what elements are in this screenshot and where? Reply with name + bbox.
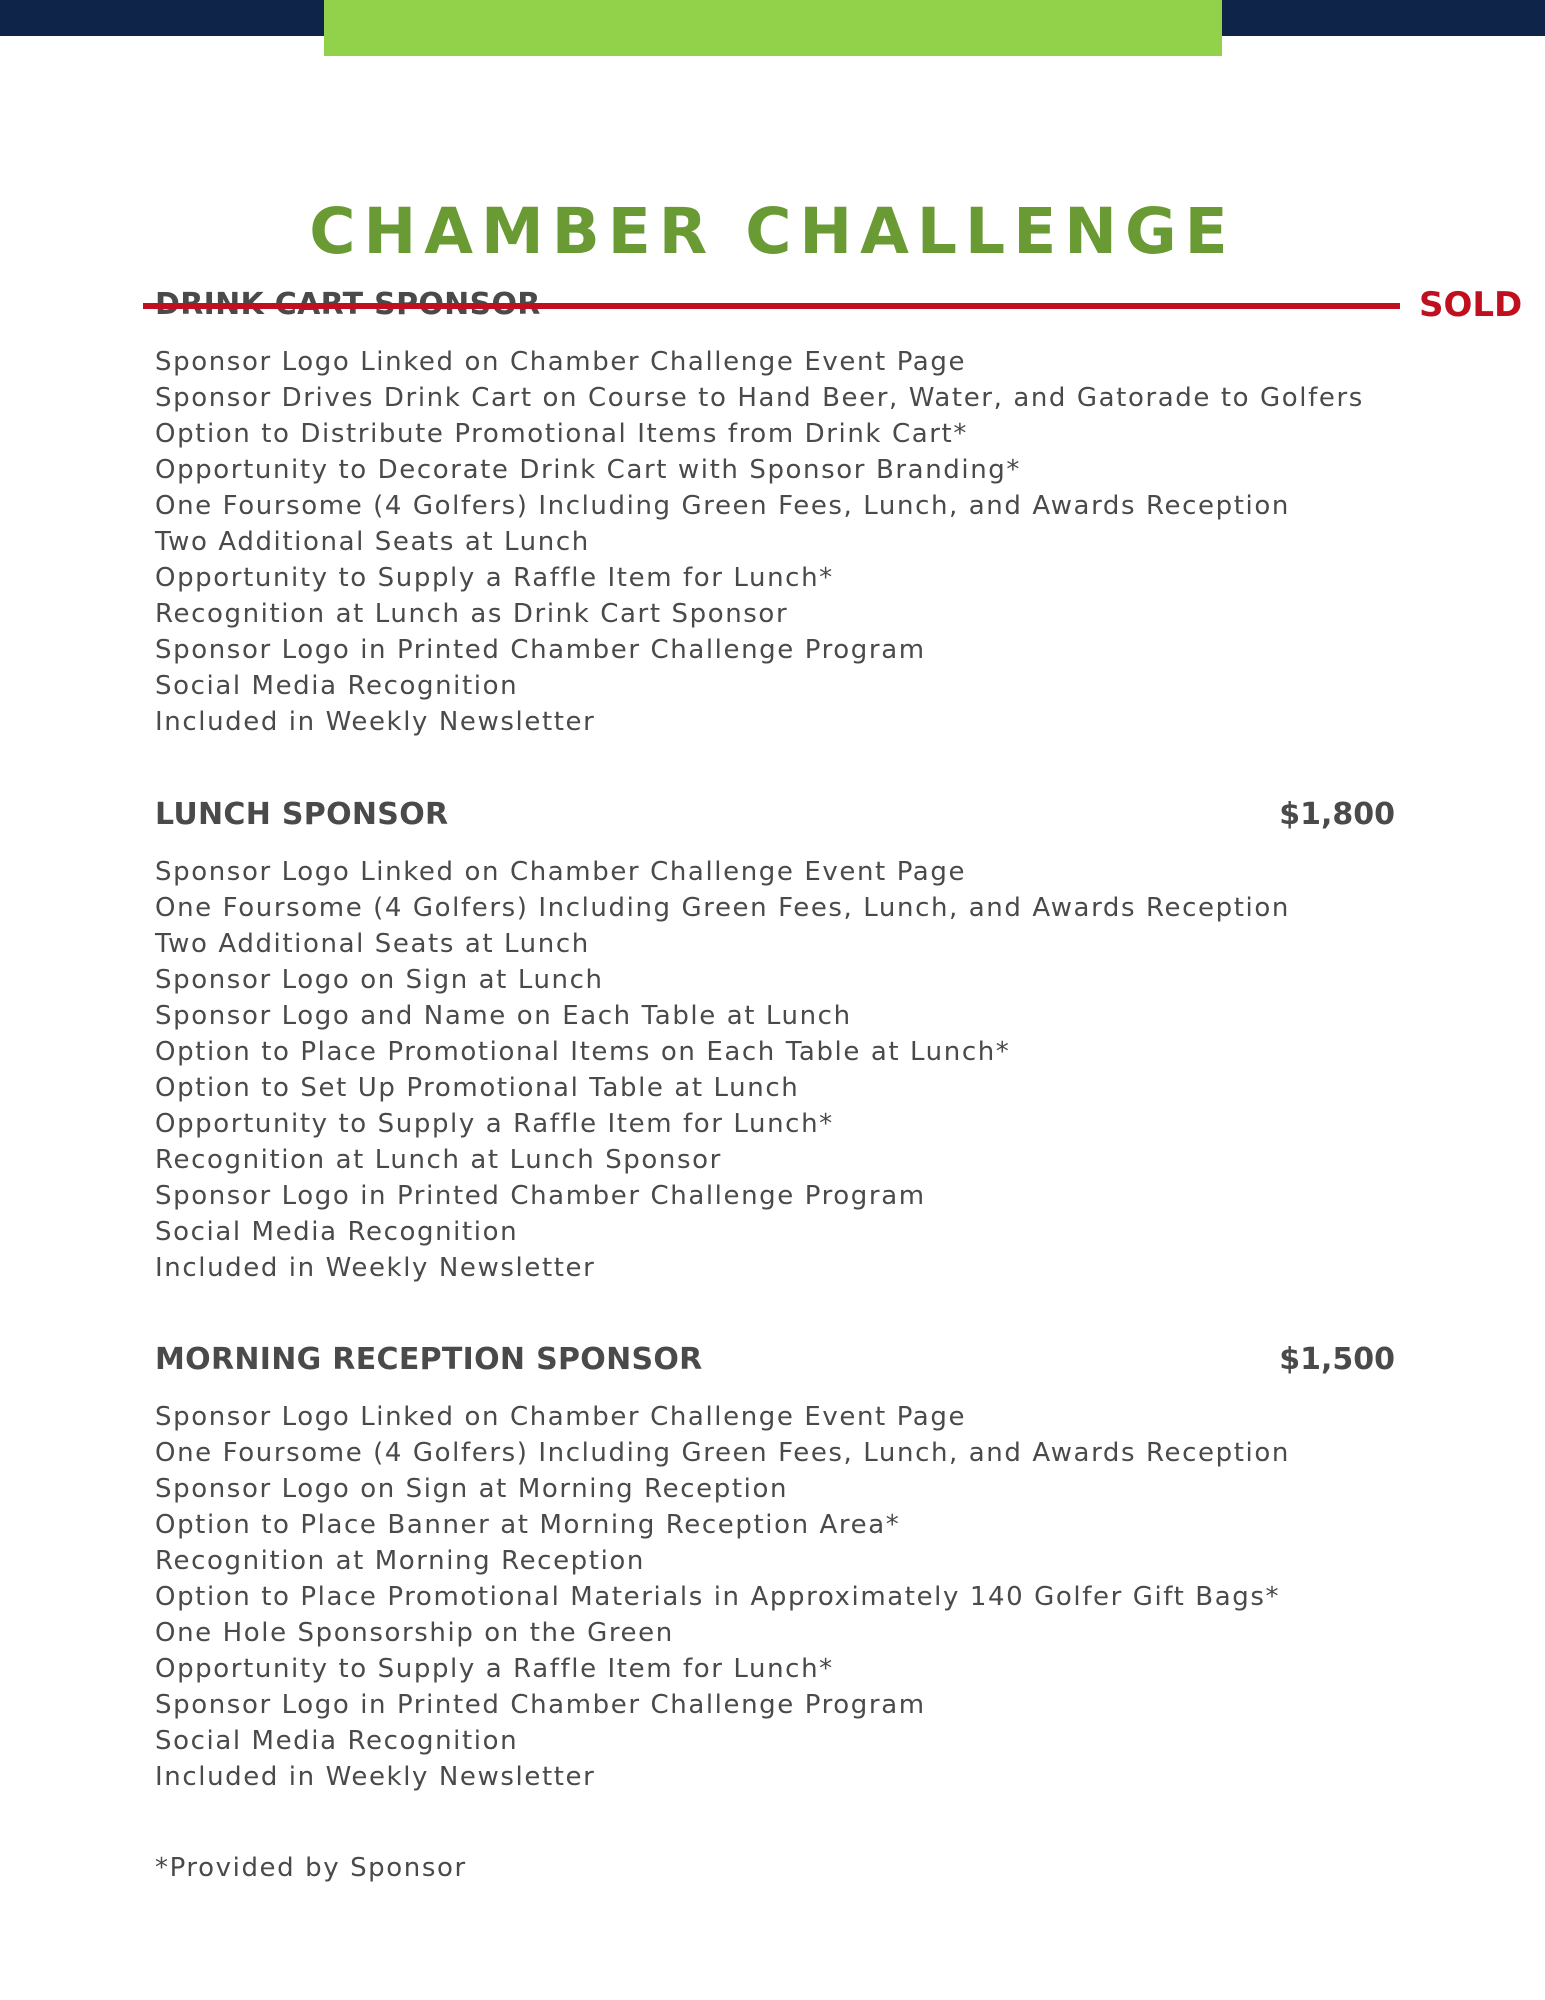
list-item: Opportunity to Supply a Raffle Item for Lunch* (155, 563, 834, 593)
list-item: Sponsor Logo and Name on Each Table at Lunch (155, 1001, 852, 1031)
list-item: One Foursome (4 Golfers) Including Green Fees, Lunch, and Awards Reception (155, 1438, 1290, 1468)
list-item: Opportunity to Decorate Drink Cart with Sponsor Branding* (155, 455, 1021, 485)
section-price: $1,800 (1279, 797, 1395, 832)
list-item: Option to Distribute Promotional Items from Drink Cart* (155, 419, 968, 449)
section-price: $1,500 (1279, 1342, 1395, 1377)
sold-badge: SOLD (1419, 285, 1523, 325)
page-title: CHAMBER CHALLENGE (309, 195, 1236, 269)
list-item: Two Additional Seats at Lunch (155, 929, 590, 959)
list-item: Opportunity to Supply a Raffle Item for Lunch* (155, 1654, 834, 1684)
list-item: Sponsor Drives Drink Cart on Course to Hand Beer, Water, and Gatorade to Golfers (155, 383, 1364, 413)
list-item: One Hole Sponsorship on the Green (155, 1618, 674, 1648)
section-drink-cart-sponsor (155, 285, 1523, 740)
section-header (155, 795, 1395, 835)
list-item: Opportunity to Supply a Raffle Item for Lunch* (155, 1109, 834, 1139)
section-header (155, 285, 1523, 325)
list-item: Social Media Recognition (155, 1217, 519, 1247)
list-item: Option to Place Promotional Items on Each Table at Lunch* (155, 1037, 1011, 1067)
list-item: Two Additional Seats at Lunch (155, 527, 590, 557)
header-green-bar (324, 0, 1222, 56)
list-item: Included in Weekly Newsletter (155, 707, 596, 737)
list-item: Sponsor Logo on Sign at Morning Reception (155, 1474, 789, 1504)
list-item: Sponsor Logo in Printed Chamber Challenge Program (155, 1690, 926, 1720)
list-item: Option to Place Promotional Materials in Approximately 140 Golfer Gift Bags* (155, 1582, 1281, 1612)
list-item: Sponsor Logo in Printed Chamber Challenge Program (155, 1181, 926, 1211)
list-item: Sponsor Logo Linked on Chamber Challenge Event Page (155, 857, 967, 887)
list-item: Included in Weekly Newsletter (155, 1253, 596, 1283)
footnote: *Provided by Sponsor (155, 1853, 467, 1883)
list-item: Sponsor Logo Linked on Chamber Challenge Event Page (155, 1402, 967, 1432)
list-item: Option to Set Up Promotional Table at Lunch (155, 1073, 800, 1103)
section-title: MORNING RECEPTION SPONSOR (155, 1342, 703, 1377)
section-title: LUNCH SPONSOR (155, 797, 449, 832)
benefits-list (155, 1399, 1395, 1795)
sold-strikethrough-line (143, 303, 1400, 309)
list-item: One Foursome (4 Golfers) Including Green Fees, Lunch, and Awards Reception (155, 893, 1290, 923)
list-item: Social Media Recognition (155, 1726, 519, 1756)
list-item: One Foursome (4 Golfers) Including Green Fees, Lunch, and Awards Reception (155, 491, 1290, 521)
benefits-list (155, 344, 1395, 740)
section-header (155, 1340, 1395, 1380)
section-morning-reception-sponsor (155, 1340, 1395, 1795)
list-item: Option to Place Banner at Morning Reception Area* (155, 1510, 901, 1540)
section-lunch-sponsor (155, 795, 1395, 1286)
list-item: Social Media Recognition (155, 671, 519, 701)
list-item: Recognition at Lunch as Drink Cart Sponsor (155, 599, 789, 629)
list-item: Sponsor Logo in Printed Chamber Challenge Program (155, 635, 926, 665)
list-item: Recognition at Morning Reception (155, 1546, 645, 1576)
list-item: Recognition at Lunch at Lunch Sponsor (155, 1145, 722, 1175)
list-item: Sponsor Logo Linked on Chamber Challenge Event Page (155, 347, 967, 377)
benefits-list (155, 854, 1395, 1286)
list-item: Included in Weekly Newsletter (155, 1762, 596, 1792)
list-item: Sponsor Logo on Sign at Lunch (155, 965, 604, 995)
